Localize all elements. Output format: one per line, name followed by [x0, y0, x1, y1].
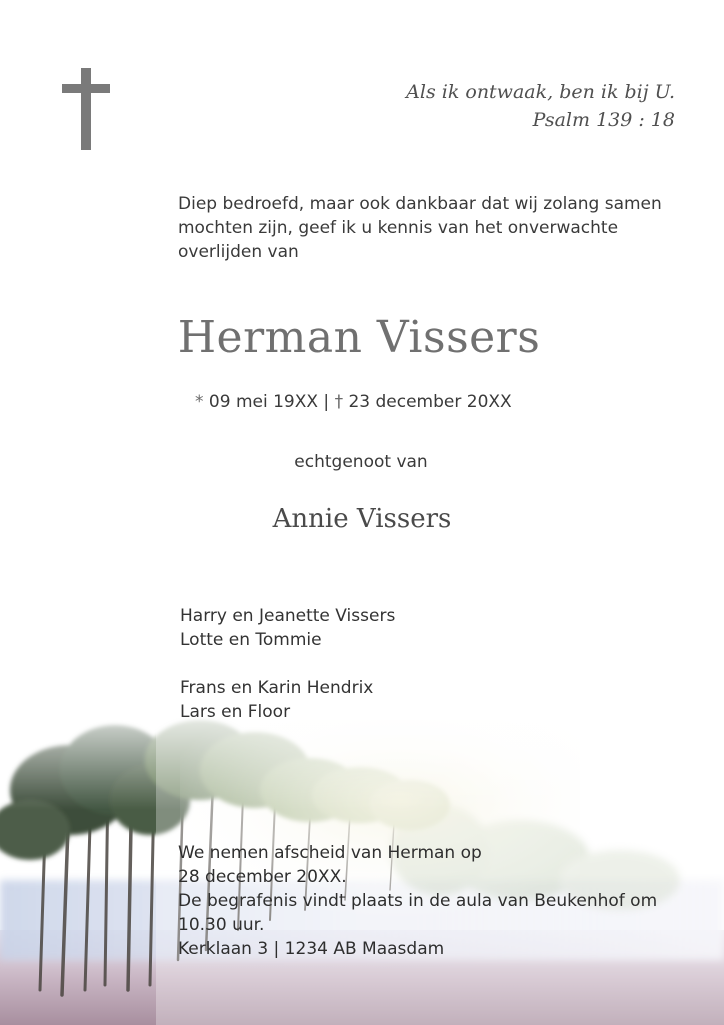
funeral-details [178, 841, 668, 961]
life-dates [195, 392, 512, 412]
family-line: Lars en Floor [180, 702, 291, 722]
family-line: Harry en Jeanette Vissers [180, 606, 396, 626]
funeral-line: 10.30 uur. [178, 915, 265, 935]
family-line: Frans en Karin Hendrix [180, 678, 374, 698]
spouse-relation: echtgenoot van [294, 452, 428, 472]
family-line: Lotte en Tommie [180, 630, 322, 650]
family-group [180, 676, 395, 724]
birth-date: 09 mei 19XX [208, 392, 319, 412]
death-date: 23 december 20XX [348, 392, 512, 412]
date-separator: | [323, 392, 330, 412]
deceased-name: Herman Vissers [177, 312, 541, 363]
spouse-relation-block [0, 452, 724, 472]
cross-icon [58, 66, 114, 152]
funeral-line: 28 december 20XX. [178, 867, 347, 887]
quote-text: Als ik ontwaak, ben ik bij U. [406, 81, 675, 103]
family-list [180, 604, 395, 748]
funeral-address: Kerklaan 3 | 1234 AB Maasdam [178, 939, 445, 959]
spouse-name: Annie Vissers [272, 504, 452, 534]
intro-text: Diep bedroefd, maar ook dankbaar dat wij zolang samen mochten zijn, geef ik u kennis van het onverwachte overlijden van [178, 194, 662, 262]
family-group [180, 604, 395, 652]
quote-reference: Psalm 139 : 18 [532, 109, 675, 131]
funeral-line: De begrafenis vindt plaats in de aula van Beukenhof om [178, 891, 658, 911]
death-symbol: † [334, 392, 344, 412]
deceased-name-block [0, 312, 724, 363]
funeral-line: We nemen afscheid van Herman op [178, 843, 482, 863]
bible-quote [406, 78, 675, 134]
birth-symbol: * [195, 392, 204, 412]
